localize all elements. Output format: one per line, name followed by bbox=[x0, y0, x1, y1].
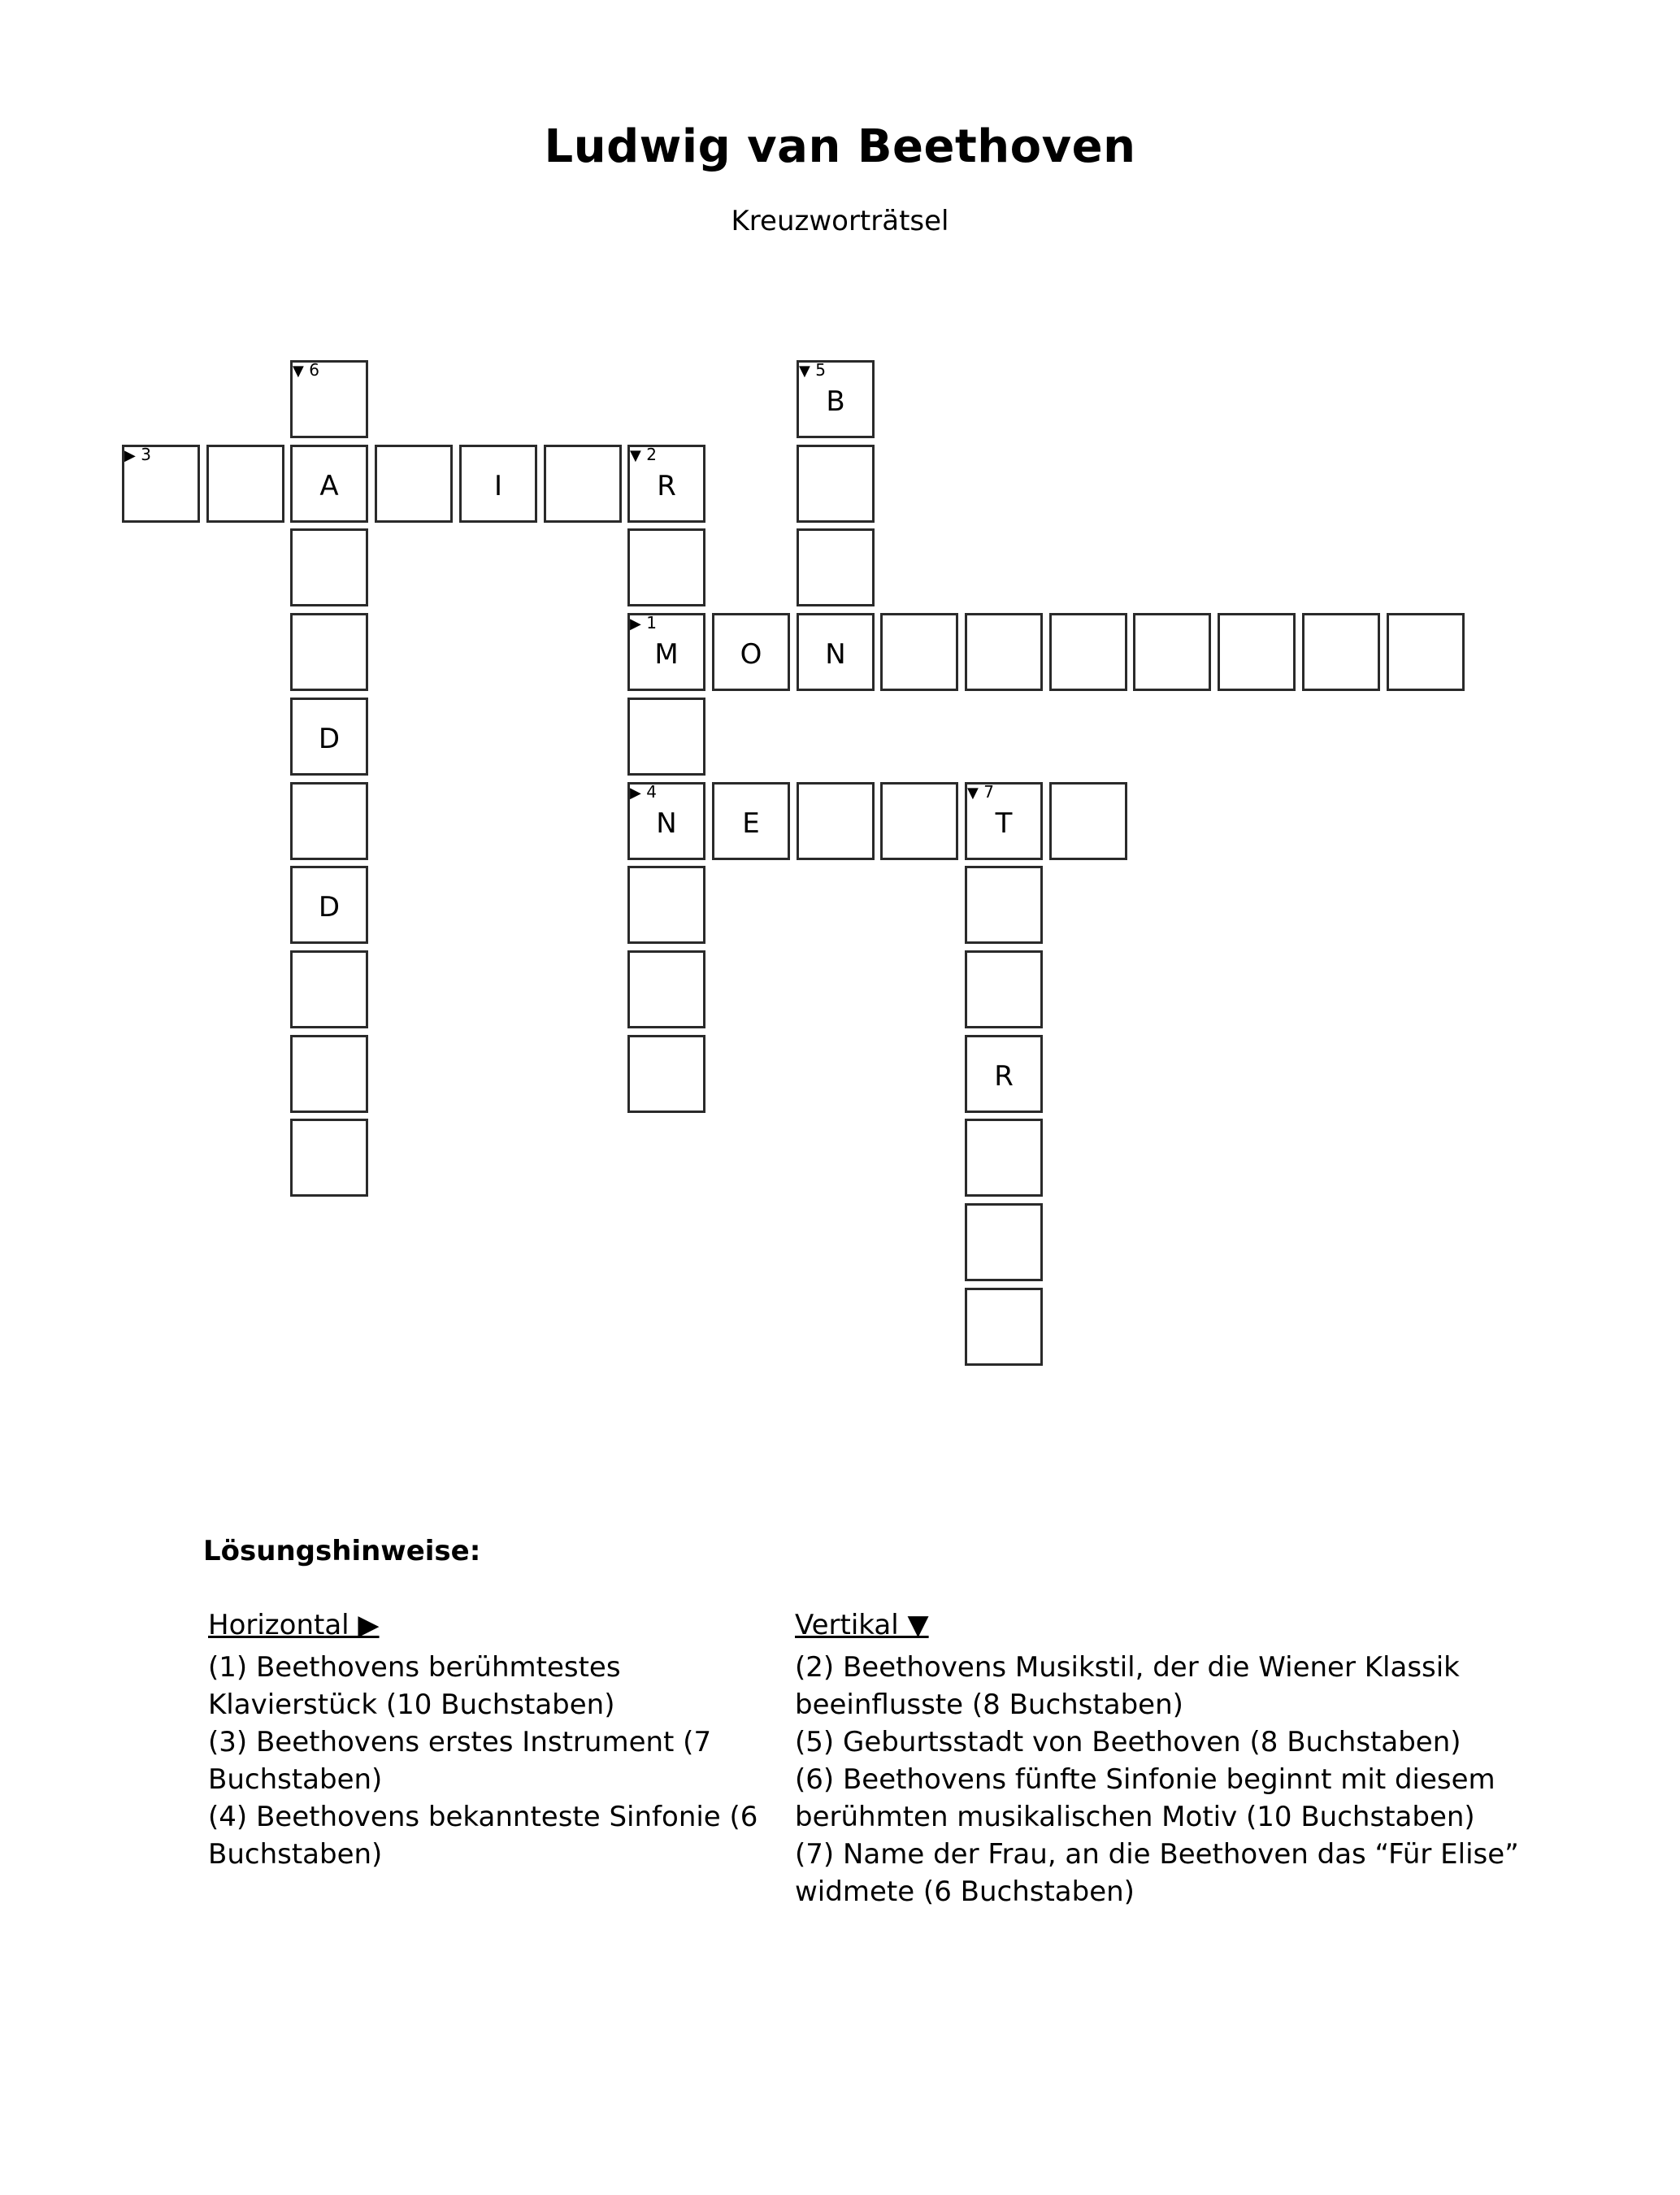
crossword-cell[interactable] bbox=[375, 445, 453, 523]
crossword-cell[interactable] bbox=[627, 782, 705, 860]
cell-letter bbox=[293, 615, 366, 689]
clue-down-6: (6) Beethovens fünfte Sinfonie beginnt mit diesem berühmten musikalischen Motiv (10 Buchstaben) bbox=[795, 1763, 1496, 1833]
crossword-cell[interactable] bbox=[797, 528, 875, 606]
arrow-right-icon: ▶ bbox=[124, 447, 136, 464]
crossword-cell[interactable] bbox=[627, 698, 705, 776]
crossword-cell[interactable] bbox=[712, 782, 790, 860]
cell-letter: R bbox=[994, 1060, 1014, 1093]
cell-letter bbox=[630, 1037, 703, 1111]
crossword-cell[interactable] bbox=[797, 360, 875, 438]
vertical-heading: Vertikal ▼ bbox=[795, 1609, 929, 1641]
crossword-cell[interactable] bbox=[290, 1119, 368, 1197]
crossword-cell[interactable] bbox=[797, 613, 875, 691]
cell-letter bbox=[799, 785, 872, 858]
cell-letter: D bbox=[318, 723, 341, 755]
cell-letter: R bbox=[657, 470, 676, 502]
clue-across-4: (4) Beethovens bekannteste Sinfonie (6 Buchstaben) bbox=[208, 1801, 758, 1871]
crossword-cell[interactable] bbox=[627, 613, 705, 691]
cell-letter bbox=[630, 700, 703, 773]
clue-number-text: 2 bbox=[646, 445, 657, 464]
crossword-cell[interactable] bbox=[627, 950, 705, 1028]
crossword-cell[interactable] bbox=[627, 528, 705, 606]
crossword-cell[interactable] bbox=[965, 782, 1043, 860]
cell-letter: A bbox=[319, 470, 339, 502]
cell-letter bbox=[1052, 615, 1125, 689]
clue-down-2: (2) Beethovens Musikstil, der die Wiener Klassik beeinflusste (8 Buchstaben) bbox=[795, 1651, 1460, 1721]
cell-letter bbox=[293, 1037, 366, 1111]
clue-number-text: 6 bbox=[309, 360, 319, 380]
cell-letter bbox=[124, 447, 198, 520]
cell-letter bbox=[293, 785, 366, 858]
crossword-cell[interactable] bbox=[965, 950, 1043, 1028]
crossword-cell[interactable] bbox=[797, 782, 875, 860]
cell-letter bbox=[1389, 615, 1462, 689]
crossword-cell[interactable] bbox=[880, 782, 958, 860]
cell-letter bbox=[293, 1121, 366, 1194]
cell-letter bbox=[799, 447, 872, 520]
cell-letter: D bbox=[318, 891, 341, 924]
cell-letter bbox=[967, 615, 1040, 689]
crossword-cell[interactable] bbox=[965, 866, 1043, 944]
cell-letter bbox=[967, 1290, 1040, 1363]
cell-letter bbox=[377, 447, 450, 520]
cell-letter bbox=[1304, 615, 1378, 689]
crossword-cell[interactable] bbox=[965, 1203, 1043, 1281]
arrow-down-icon: ▼ bbox=[799, 363, 810, 380]
crossword-cell[interactable] bbox=[1387, 613, 1465, 691]
arrow-right-icon: ▶ bbox=[630, 615, 641, 632]
clue-down-7: (7) Name der Frau, an die Beethoven das “Für Elise” widmete (6 Buchstaben) bbox=[795, 1838, 1519, 1908]
crossword-cell[interactable] bbox=[1049, 613, 1127, 691]
clue-down-5: (5) Geburtsstadt von Beethoven (8 Buchstaben) bbox=[795, 1726, 1461, 1758]
cell-letter bbox=[630, 531, 703, 604]
cell-letter bbox=[967, 953, 1040, 1026]
crossword-cell[interactable] bbox=[1049, 782, 1127, 860]
hints-heading: Lösungshinweise: bbox=[203, 1535, 481, 1567]
arrow-down-icon: ▼ bbox=[293, 363, 304, 380]
crossword-cell[interactable] bbox=[206, 445, 284, 523]
clue-number-text: 7 bbox=[983, 782, 994, 802]
crossword-cell[interactable] bbox=[965, 613, 1043, 691]
crossword-cell[interactable] bbox=[544, 445, 622, 523]
horizontal-heading: Horizontal ▶ bbox=[208, 1609, 380, 1641]
arrow-down-icon: ▼ bbox=[630, 447, 641, 464]
cell-letter bbox=[630, 868, 703, 941]
vertical-clues bbox=[795, 1606, 1559, 1910]
cell-letter bbox=[1135, 615, 1209, 689]
cell-letter: O bbox=[740, 638, 762, 671]
cell-letter bbox=[967, 868, 1040, 941]
cell-letter bbox=[293, 953, 366, 1026]
crossword-cell[interactable] bbox=[797, 445, 875, 523]
cell-letter bbox=[799, 531, 872, 604]
cell-letter: I bbox=[493, 470, 503, 502]
crossword-cell[interactable] bbox=[627, 866, 705, 944]
horizontal-clues bbox=[208, 1606, 777, 1873]
crossword-cell[interactable] bbox=[290, 528, 368, 606]
arrow-right-icon: ▶ bbox=[630, 785, 641, 802]
crossword-cell[interactable] bbox=[1302, 613, 1380, 691]
cell-letter bbox=[546, 447, 619, 520]
crossword-cell[interactable] bbox=[290, 445, 368, 523]
clue-number-text: 4 bbox=[646, 782, 657, 802]
clue-across-3: (3) Beethovens erstes Instrument (7 Buchstaben) bbox=[208, 1726, 712, 1796]
cell-letter: N bbox=[825, 638, 846, 671]
crossword-cell[interactable] bbox=[459, 445, 537, 523]
cell-letter: T bbox=[995, 807, 1013, 840]
cell-letter bbox=[209, 447, 282, 520]
cell-letter bbox=[967, 1206, 1040, 1279]
crossword-cell[interactable] bbox=[290, 1035, 368, 1113]
cell-letter: N bbox=[656, 807, 677, 840]
crossword-cell[interactable] bbox=[1133, 613, 1211, 691]
arrow-down-icon: ▼ bbox=[967, 785, 979, 802]
cell-letter: B bbox=[826, 385, 845, 418]
crossword-cell[interactable] bbox=[122, 445, 200, 523]
crossword-cell[interactable] bbox=[290, 698, 368, 776]
crossword-cell[interactable] bbox=[965, 1288, 1043, 1366]
page-title: Ludwig van Beethoven bbox=[544, 120, 1136, 173]
crossword-cell[interactable] bbox=[965, 1119, 1043, 1197]
page-subtitle: Kreuzworträtsel bbox=[731, 205, 949, 237]
cell-letter bbox=[883, 785, 956, 858]
crossword-cell[interactable] bbox=[290, 950, 368, 1028]
cell-letter: M bbox=[654, 638, 679, 671]
crossword-cell[interactable] bbox=[1218, 613, 1296, 691]
cell-letter: E bbox=[742, 807, 760, 840]
cell-letter bbox=[293, 531, 366, 604]
crossword-cell[interactable] bbox=[290, 782, 368, 860]
clue-number-text: 5 bbox=[815, 360, 826, 380]
cell-letter bbox=[293, 363, 366, 436]
cell-letter bbox=[1052, 785, 1125, 858]
crossword-cell[interactable] bbox=[880, 613, 958, 691]
cell-letter bbox=[1220, 615, 1293, 689]
clue-across-1: (1) Beethovens berühmtestes Klavierstück (10 Buchstaben) bbox=[208, 1651, 621, 1721]
crossword-cell[interactable] bbox=[290, 360, 368, 438]
crossword-cell[interactable] bbox=[627, 445, 705, 523]
clue-number-text: 1 bbox=[646, 613, 657, 632]
crossword-cell[interactable] bbox=[712, 613, 790, 691]
crossword-cell[interactable] bbox=[627, 1035, 705, 1113]
cell-letter bbox=[967, 1121, 1040, 1194]
crossword-cell[interactable] bbox=[290, 613, 368, 691]
cell-letter bbox=[630, 953, 703, 1026]
crossword-cell[interactable] bbox=[290, 866, 368, 944]
clue-number-text: 3 bbox=[141, 445, 151, 464]
cell-letter bbox=[883, 615, 956, 689]
crossword-cell[interactable] bbox=[965, 1035, 1043, 1113]
